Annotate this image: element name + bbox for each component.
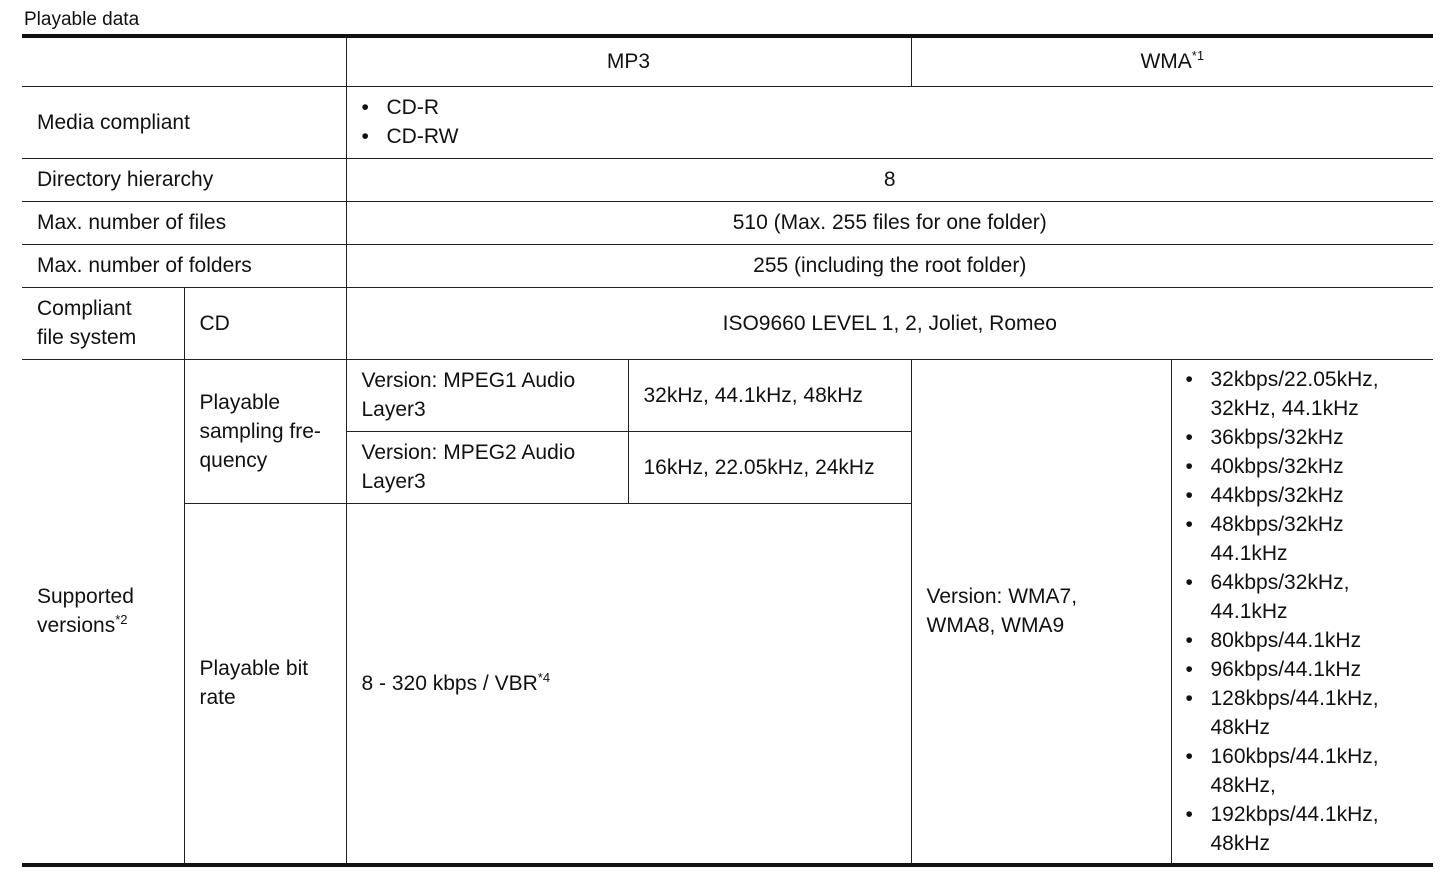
- rate-line1: 32kbps/22.05kHz,: [1210, 367, 1379, 391]
- supported-versions-label: [22, 359, 184, 865]
- header-empty-cell: [22, 36, 346, 86]
- wma-rate-item: [1186, 684, 1434, 742]
- rate-line1: 64kbps/32kHz,: [1210, 570, 1350, 594]
- sampling-label-line1: Playable: [199, 390, 281, 414]
- max-files-label: Max. number of files: [22, 201, 346, 244]
- supported-versions-footnote: *2: [115, 612, 128, 628]
- wma-rate-item: [1186, 742, 1434, 800]
- supported-versions-text: Supported versions: [37, 585, 134, 638]
- mpeg2-version-line1: Version: MPEG2 Audio: [361, 441, 576, 464]
- rate-line1: 48kbps/32kHz: [1210, 512, 1344, 536]
- max-folders-label: Max. number of folders: [22, 244, 346, 287]
- row-media-compliant: [22, 86, 1433, 158]
- max-folders-value: 255 (including the root folder): [346, 244, 1433, 287]
- header-row: [22, 36, 1433, 86]
- media-item: • CD-RW: [362, 122, 1434, 151]
- rate-line2: 44.1kHz: [1210, 541, 1288, 565]
- rate-line2: 44.1kHz: [1210, 599, 1288, 623]
- sampling-label-line3: quency: [199, 448, 268, 472]
- directory-hierarchy-value: 8: [346, 158, 1433, 201]
- directory-hierarchy-label: Directory hierarchy: [22, 158, 346, 201]
- playable-data-table: [22, 34, 1433, 867]
- sampling-label-line2: sampling fre-: [199, 419, 321, 443]
- rate-line1: 160kbps/44.1kHz,: [1210, 744, 1379, 768]
- header-wma-label: WMA: [1140, 50, 1192, 74]
- rate-line2: 32kHz, 44.1kHz: [1210, 396, 1359, 420]
- wma-version-line1: Version: WMA7,: [926, 585, 1078, 609]
- row-file-system: [22, 287, 1433, 359]
- row-mpeg1: [22, 359, 1433, 431]
- sampling-label: [184, 359, 346, 503]
- wma-rates: [1186, 365, 1434, 858]
- wma-rate-item: • 44kbps/32kHz: [1186, 481, 1434, 510]
- row-max-folders: [22, 244, 1433, 287]
- mpeg1-version: [346, 359, 628, 431]
- mpeg1-version-line1: Version: MPEG1 Audio: [361, 369, 576, 392]
- wma-rate-item: [1186, 568, 1434, 626]
- mpeg2-frequency: 16kHz, 22.05kHz, 24kHz: [628, 431, 911, 503]
- file-system-label: [22, 287, 184, 359]
- wma-rate-item: • 80kbps/44.1kHz: [1186, 626, 1434, 655]
- row-max-files: [22, 201, 1433, 244]
- media-list: [362, 93, 1434, 151]
- wma-rate-item: [1186, 800, 1434, 858]
- wma-rate-item: [1186, 365, 1434, 423]
- mpeg1-frequency: 32kHz, 44.1kHz, 48kHz: [628, 359, 911, 431]
- rate-line1: 192kbps/44.1kHz,: [1210, 802, 1379, 826]
- mpeg1-version-line2: Layer3: [361, 398, 426, 421]
- section-title: Playable data: [24, 9, 140, 30]
- wma-rate-item: [1186, 510, 1434, 568]
- file-system-label-line2: file system: [37, 326, 137, 349]
- file-system-sub-label: CD: [184, 287, 346, 359]
- rate-line2: 48kHz,: [1210, 773, 1276, 797]
- media-compliant-label: Media compliant: [22, 86, 346, 158]
- rate-line1: 128kbps/44.1kHz,: [1210, 686, 1379, 710]
- wma-bitrate-list: [1171, 359, 1433, 865]
- max-files-value: 510 (Max. 255 files for one folder): [346, 201, 1433, 244]
- mp3-bitrate-text: 8 - 320 kbps / VBR: [361, 671, 538, 695]
- media-item: • CD-R: [362, 93, 1434, 122]
- wma-version-line2: WMA8, WMA9: [926, 614, 1065, 638]
- row-directory-hierarchy: [22, 158, 1433, 201]
- header-mp3: MP3: [346, 36, 911, 86]
- bitrate-label-line1: Playable bit: [199, 657, 309, 681]
- mpeg2-version: [346, 431, 628, 503]
- file-system-value: ISO9660 LEVEL 1, 2, Joliet, Romeo: [346, 287, 1433, 359]
- rate-line2: 48kHz: [1210, 715, 1271, 739]
- file-system-label-line1: Compliant: [37, 297, 132, 320]
- wma-rate-item: • 36kbps/32kHz: [1186, 423, 1434, 452]
- wma-rate-item: • 96kbps/44.1kHz: [1186, 655, 1434, 684]
- mp3-bitrate-value: [346, 503, 911, 865]
- mpeg2-version-line2: Layer3: [361, 470, 426, 493]
- wma-rate-item: • 40kbps/32kHz: [1186, 452, 1434, 481]
- rate-line2: 48kHz: [1210, 831, 1271, 855]
- bitrate-label-line2: rate: [199, 686, 236, 710]
- media-compliant-value: [346, 86, 1433, 158]
- header-wma: [911, 36, 1433, 86]
- mp3-bitrate-footnote: *4: [537, 669, 551, 685]
- header-wma-footnote: *1: [1191, 48, 1205, 64]
- wma-version: [911, 359, 1171, 865]
- bitrate-label: [184, 503, 346, 865]
